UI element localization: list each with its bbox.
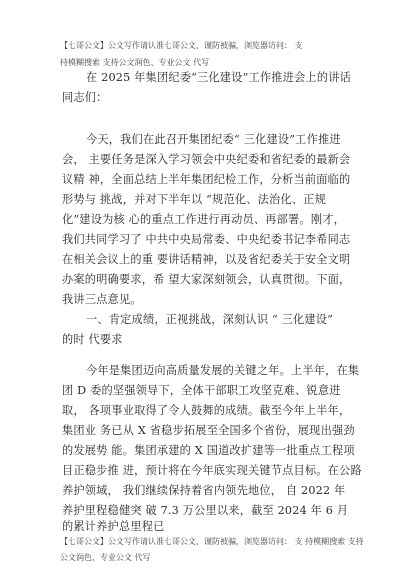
paragraph-line: 目正稳步推 进，预计将在今年底实现关键节点目标。在公路 [62,464,362,477]
section-heading: 的时 代要求 [62,333,123,346]
header-line-1: 【七哥公文】公文写作请认准七哥公文，谨防被骗，浏览器访问： 支 [60,41,303,50]
paragraph-line: 我们共同学习了 中共中央局常委、中央纪委书记李希同志 [62,233,351,246]
paragraph-line: 化”建设为核 心的重点工作进行再动员、再部署。刚才， [62,213,345,226]
paragraph-line: 会， 主要任务是深入学习领会中央纪委和省纪委的最新会 [62,153,351,166]
paragraph-line: 取， 各项事业取得了令人鼓舞的成绩。截至今年上半年， [62,404,351,417]
paragraph-line: 同志们： [62,91,108,104]
paragraph-line: 今年是集团迈向高质量发展的关键之年。上半年，在集 [86,364,360,377]
paragraph-line: 我讲三点意见。 [62,293,142,306]
footer-line-1: 【七哥公文】公文写作请认准七哥公文，谨防被骗，浏览器访问： 支 持模糊搜索 支持 [60,537,364,546]
paragraph-line: 在相关会议上的重 要讲话精神，以及省纪委关于安全文明 [62,253,351,266]
paragraph-line: 议精 神，全面总结上半年集团纪检工作，分析当前面临的 [62,173,351,186]
section-heading: 一、肯定成绩，正视挑战，深刻认识 “ 三化建设” [86,313,334,326]
paragraph-line: 形势与 挑战，并对下半年以 “规范化、法治化、正规 [62,193,326,206]
paragraph-line: 养护里程稳健突 破 7.3 万公里以来，截至 2024 年 6 月 [62,504,349,517]
paragraph-line: 今天，我们在此召开集团纪委“ 三化建设”工作推进 [86,133,341,146]
paragraph-line: 的累计养护总里程已 [62,520,165,533]
paragraph-line: 的发展势 能。集团承建的 X 国道改扩建等一批重点工程项 [62,444,355,457]
paragraph-line: 办案的明确要求，希 望大家深刻领会，认真贯彻。下面， [62,273,351,286]
paragraph-line: 集团业 务已从 X 省稳步拓展至全国多个省份，展现出强劲 [62,424,355,437]
header-line-2: 持模糊搜索 支持公文润色、专业公文 代写 [60,58,210,67]
document-title: 在 2025 年集团纪委“三化建设”工作推进会上的讲话 [86,71,351,84]
paragraph-line: 养护领域， 我们继续保持着省内领先地位， 自 2022 年 [62,484,346,497]
footer-line-2: 公文润色、专业公文 代写 [60,553,151,562]
paragraph-line: 团 D 委的坚强领导下，全体干部职工攻坚克难、锐意进 [62,384,341,397]
